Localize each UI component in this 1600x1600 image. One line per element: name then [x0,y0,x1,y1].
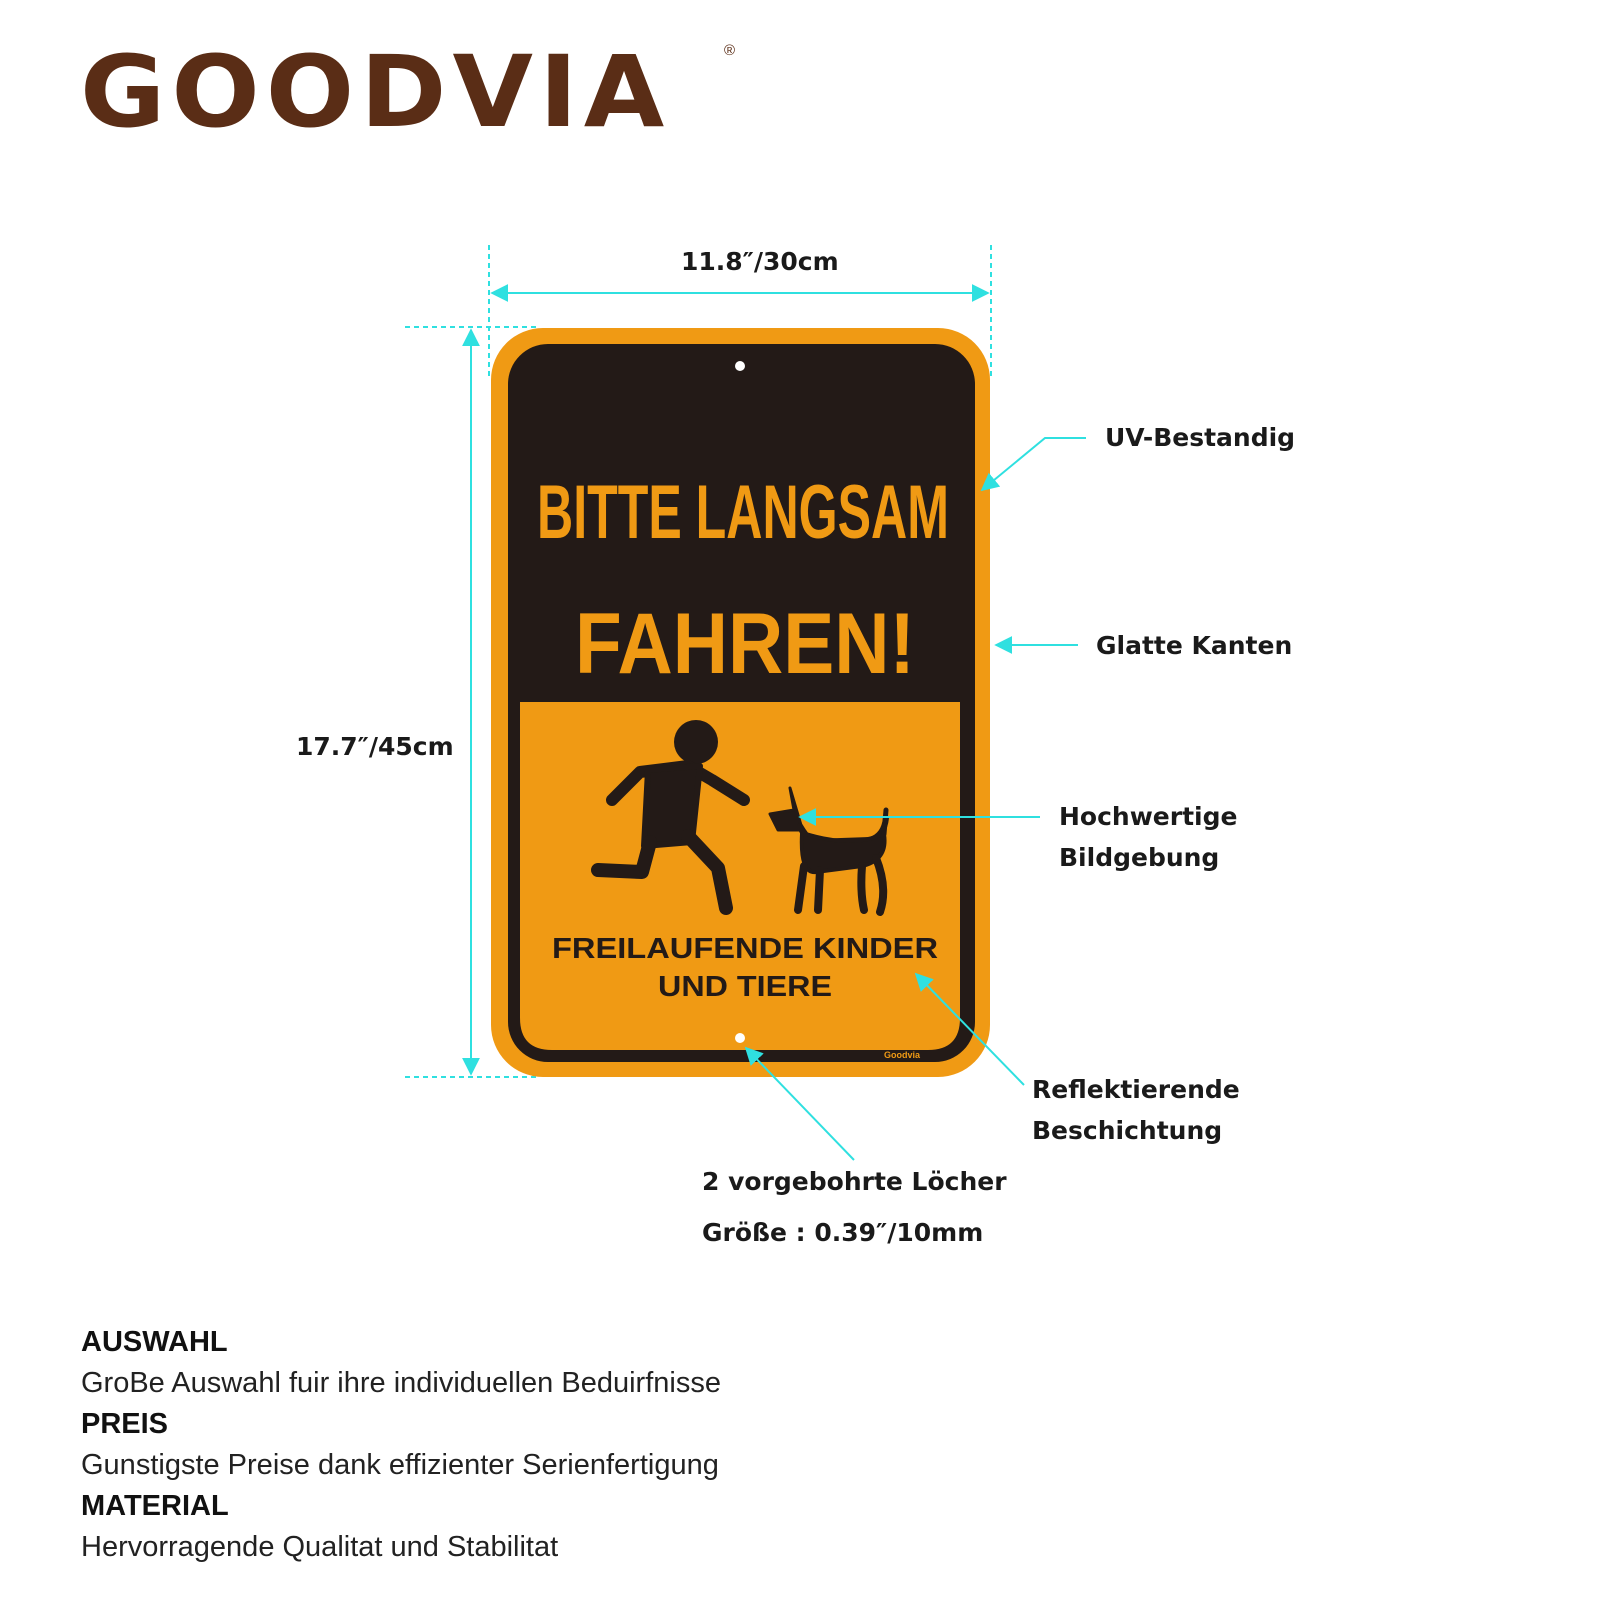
callout-hole-size: Größe : 0.39″/10mm [702,1218,984,1247]
feature-text-price: Gunstigste Preise dank effizienter Serienfertigung [81,1449,719,1481]
sign-headline-line2: FAHREN! [575,596,915,692]
mount-hole-bottom [735,1033,745,1043]
feature-list [81,1322,1081,1568]
feature-text-selection: GroBe Auswahl fuir ihre individuellen Beduirfnisse [81,1367,721,1399]
callout-imaging-line2: Bildgebung [1059,843,1220,872]
height-label: 17.7″/45cm [296,732,454,761]
brand-logo: GOODVIA [80,34,671,150]
callout-reflective-line1: Reflektierende [1032,1075,1240,1104]
callout-smooth-edges: Glatte Kanten [1096,631,1293,660]
callout-reflective [1032,1069,1240,1151]
callout-uv-resistant: UV-Bestandig [1105,423,1296,452]
callout-holes: 2 vorgebohrte Löcher [702,1167,1007,1196]
callout-imaging-line1: Hochwertige [1059,802,1238,831]
sign-subtext-line2: UND TIERE [658,971,832,1003]
sign-headline-line1: BITTE LANGSAM [537,470,949,555]
feature-heading-selection: AUSWAHL [81,1326,228,1358]
sign-subtext-line1: FREILAUFENDE KINDER [552,933,939,965]
feature-text-material: Hervorragende Qualitat und Stabilitat [81,1531,559,1563]
feature-heading-material: MATERIAL [81,1490,229,1522]
mount-hole-top [735,361,745,371]
sign-maker-mark: Goodvia [883,1050,921,1060]
callout-reflective-line2: Beschichtung [1032,1116,1223,1145]
registered-mark: ® [724,42,736,59]
callout-imaging [1059,796,1237,878]
feature-heading-price: PREIS [81,1408,169,1440]
width-label: 11.8″/30cm [681,247,839,276]
